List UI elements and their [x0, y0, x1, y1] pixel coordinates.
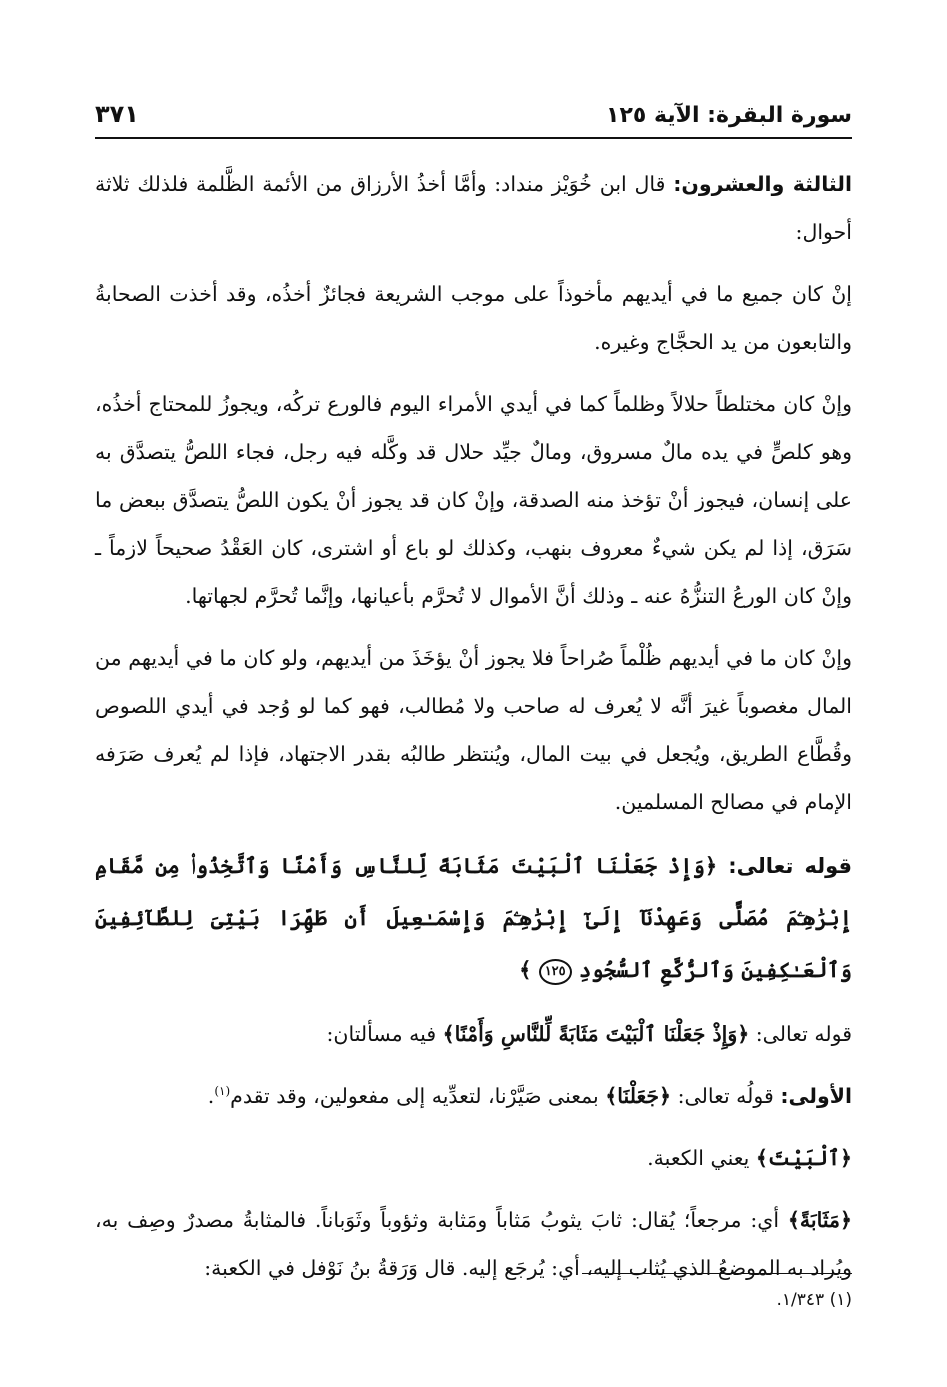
- footnote-reference[interactable]: (١): [214, 1084, 231, 1099]
- verse-paragraph: [95, 840, 852, 996]
- quran-quote: ﴿مَثَابَةً﴾: [787, 1208, 852, 1232]
- paragraph-3: وإنْ كان مختلطاً حلالاً وظلماً كما في أيدي الأمراء اليوم فالورع تركُه، ويجوزُ للمحتاج أخذُه، وهو كلصٍّ في يده مالٌ مسروق، ومالٌ جيِّد حلال قد وكَّله فيه رجل، فجاء اللصُّ يتصدَّق به على إنسان، فيجوز أنْ تؤخذ منه الصدقة، وإنْ كان قد يجوز أنْ يكون اللصُّ يتصدَّق ببعض ما سَرَق، إذا لم يكن شيءٌ معروف بنهب، وكذلك لو باع أو اشترى، كان العَقْدُ صحيحاً لازماً ـ وإنْ كان الورعُ التنزُّهُ عنه ـ وذلك أنَّ الأموال لا تُحرَّم بأعيانها، وإنَّما تُحرَّم لجهاتها.: [95, 392, 852, 608]
- footnote-divider: [582, 1273, 852, 1274]
- header-divider: [95, 137, 852, 139]
- paragraph-1: [95, 160, 852, 256]
- paragraph-4: وإنْ كان ما في أيديهم ظُلْماً صُراحاً فلا يجوز أنْ يؤخَذَ من أيديهم، ولو كان ما في أيديهم من المال مغصوباً غيرَ أنَّه لا يُعرف له صاحب ولا مُطالب، فهو كما لو وُجد في أيدي اللصوص وقُطَّاع الطريق، ويُجعل في بيت المال، ويُنتظر طالبُه بقدر الاجتهاد، فإذا لم يُعرف صَرَفه الإمام في مصالح المسلمين.: [95, 646, 852, 814]
- quran-quote: ﴿ٱلْبَيْتَ﴾: [755, 1146, 852, 1170]
- footnote: (١) ١/٣٤٣.: [776, 1290, 852, 1310]
- paragraph-5: [95, 1010, 852, 1058]
- section-lead: الأولى:: [780, 1084, 852, 1108]
- page-number: ٣٧١: [95, 100, 139, 128]
- paragraph-text: فيه مسألتان:: [326, 1022, 443, 1046]
- paragraph-text: يعني الكعبة.: [647, 1146, 756, 1170]
- paragraph-text: قوله تعالى:: [749, 1022, 852, 1046]
- paragraph-text: قولُه تعالى:: [671, 1084, 781, 1108]
- paragraph-2: إنْ كان جميع ما في أيديهم مأخوذاً على موجب الشريعة فجائزٌ أخذُه، وقد أخذت الصحابةُ والتابعون من يد الحجَّاج وغيره.: [95, 282, 852, 354]
- paragraph-7: [95, 1134, 852, 1182]
- paragraph-8: [95, 1196, 852, 1292]
- page-header: [95, 88, 852, 128]
- paragraph-text: .: [207, 1084, 215, 1108]
- paragraph-text: قال ابن خُوَيْز منداد: وأمَّا أخذُ الأرزاق من الأئمة الظَّلمة فلذلك ثلاثة أحوال:: [95, 172, 852, 244]
- verse-number-marker: ١٢٥: [539, 959, 572, 985]
- quran-quote: ﴿وَإِذْ جَعَلْنَا ٱلْبَيْتَ مَثَابَةً لِّلنَّاسِ وَأَمْنًا﴾: [442, 1022, 750, 1046]
- running-title: سورة البقرة: الآية ١٢٥: [606, 103, 852, 128]
- main-text: [95, 160, 852, 1306]
- paragraph-text: أي: مرجعاً؛ يُقال: ثابَ يثوبُ مَثاباً ومَثابة وثؤوباً وثَوَباناً. فالمثابةُ مصدرٌ وصِف به، ويُراد به الموضعُ الذي يُثاب إليه، أي: يُرجَع إليه. قال وَرَقةُ بنُ نَوْفل في الكعبة:: [95, 1208, 852, 1280]
- quran-quote: ﴿جَعَلْنَا﴾: [605, 1084, 672, 1108]
- quran-verse: ﴿وَإِذْ جَعَلْنَا ٱلْبَيْتَ مَثَابَةً لِّلنَّاسِ وَأَمْنًا وَٱتَّخِذُوا۟ مِن مَّقَامِ إِبْرَٰهِـۧمَ مُصَلًّى وَعَهِدْنَآ إِلَىٰٓ إِبْرَٰهِـۧمَ وَإِسْمَـٰعِيلَ أَن طَهِّرَا بَيْتِىَ لِلطَّآئِفِينَ وَٱلْعَـٰكِفِينَ وَٱلرُّكَّعِ ٱلسُّجُودِ: [95, 853, 852, 982]
- paragraph-text: بمعنى صَيَّرْنا، لتعدِّيه إلى مفعولين، وقد تقدم: [230, 1084, 606, 1108]
- verse-lead: قوله تعالى:: [728, 854, 852, 878]
- paragraph-6: [95, 1072, 852, 1120]
- quran-close-bracket: ﴾: [519, 957, 532, 982]
- section-lead: الثالثة والعشرون:: [673, 172, 852, 196]
